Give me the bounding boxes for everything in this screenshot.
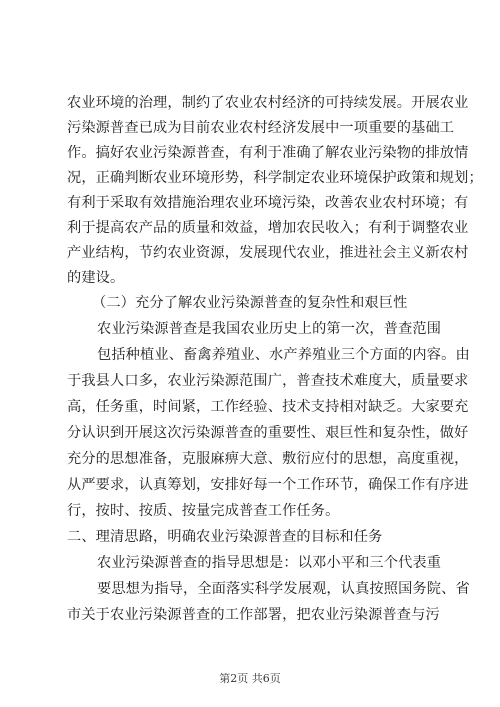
body-text-line: 市关于农业污染源普查的工作部署，把农业污染源普查与污 xyxy=(67,607,440,623)
body-text-line: 分认识到开展这次污染源普查的重要性、艰巨性和复杂性，做好 xyxy=(67,425,469,441)
body-text-line: 农业环境的治理，制约了农业农村经济的可持续发展。开展农业 xyxy=(67,95,469,111)
body-text-line: 利于提高农产品的质量和效益，增加农民收入；有利于调整农业 xyxy=(67,220,469,236)
page-number: 第2页 共6页 xyxy=(219,672,281,685)
body-text-line: 的建设。 xyxy=(67,270,125,286)
body-text-line: 农业污染源普查的指导思想是：以邓小平和三个代表重 xyxy=(97,555,442,571)
body-text-line: 况，正确判断农业环境形势，科学制定农业环境保护政策和规划； xyxy=(67,170,483,186)
body-text-line: 包括种植业、畜禽养殖业、水产养殖业三个方面的内容。由 xyxy=(97,347,470,363)
section-heading: （二）充分了解农业污染源普查的复杂性和艰巨性 xyxy=(92,295,408,311)
body-text-line: 行，按时、按质、按量完成普查工作任务。 xyxy=(67,503,340,519)
section-heading: 二、理清思路，明确农业污染源普查的目标和任务 xyxy=(67,529,383,545)
body-text-line: 于我县人口多，农业污染源范围广，普查技术难度大，质量要求 xyxy=(67,373,469,389)
body-text-line: 作。搞好农业污染源普查，有利于准确了解农业污染物的排放情 xyxy=(67,145,469,161)
body-text-line: 充分的思想准备，克服麻痹大意、敷衍应付的思想，高度重视， xyxy=(67,451,469,467)
body-text-line: 有利于采取有效措施治理农业环境污染，改善农业农村环境；有 xyxy=(67,195,469,211)
body-text-line: 产业结构，节约农业资源，发展现代农业，推进社会主义新农村 xyxy=(67,245,469,261)
body-text-line: 要思想为指导，全面落实科学发展观，认真按照国务院、省 xyxy=(97,581,470,597)
body-text-line: 从严要求，认真筹划，安排好每一个工作环节，确保工作有序进 xyxy=(67,477,469,493)
body-text-line: 污染源普查已成为目前农业农村经济发展中一项重要的基础工 xyxy=(67,120,455,136)
body-text-line: 农业污染源普查是我国农业历史上的第一次，普查范围 xyxy=(97,321,442,337)
body-text-line: 高，任务重，时间紧，工作经验、技术支持相对缺乏。大家要充 xyxy=(67,399,469,415)
